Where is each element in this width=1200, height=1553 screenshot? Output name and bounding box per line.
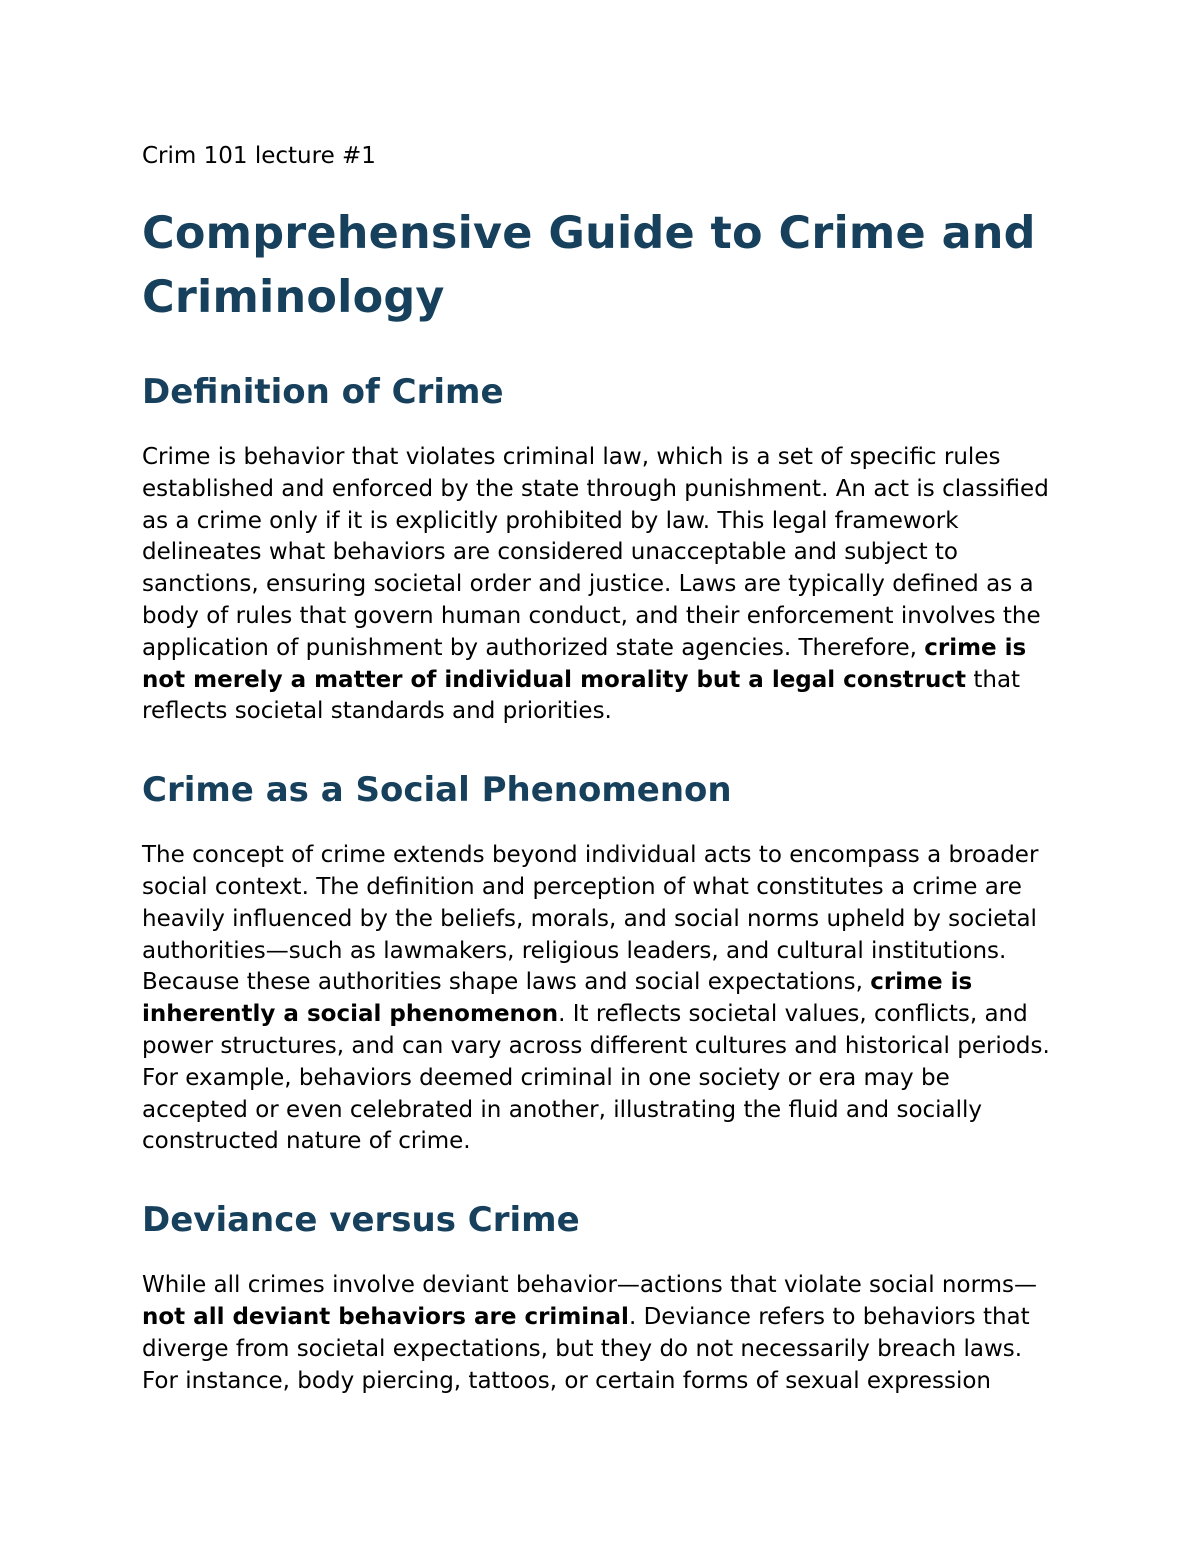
paragraph-text: that reflects societal standards and priorities. [142,666,1021,725]
paragraph-emphasis: crime is inherently a social phenomenon [142,969,973,1028]
section-heading-deviance: Deviance versus Crime [142,1200,580,1241]
section-paragraph-social-phenomenon [142,840,1062,1158]
lecture-label: Crim 101 lecture #1 [142,143,376,169]
paragraph-text: The concept of crime extends beyond individual acts to encompass a broader social context. The definition and perception of what constitutes a crime are heavily influenced by the beliefs, morals, and social norms upheld by societal authorities—such as lawmakers, religious leaders, and cultural institutions. Because these authorities shape laws and social expectations, [142,842,1039,996]
paragraph-text: . It reflects societal values, conflicts, and power structures, and can vary across different cultures and historical periods. For example, behaviors deemed criminal in one society or era may be accepted or even celebrated in another, illustrating the fluid and socially constructed nature of crime. [142,1001,1050,1155]
paragraph-text: . Deviance refers to behaviors that diverge from societal expectations, but they do not necessarily breach laws. For instance, body piercing, tattoos, or certain forms of sexual expression [142,1303,1030,1394]
paragraph-emphasis: not all deviant behaviors are criminal [142,1303,629,1330]
paragraph-emphasis: crime is not merely a matter of individual morality but a legal construct [142,634,1027,693]
section-paragraph-definition [142,442,1062,728]
document-title: Comprehensive Guide to Crime and Criminology [142,208,1036,323]
section-heading-definition: Definition of Crime [142,372,504,412]
section-paragraph-deviance [142,1270,1062,1397]
section-heading-social-phenomenon: Crime as a Social Phenomenon [142,770,732,811]
paragraph-text: Crime is behavior that violates criminal law, which is a set of specific rules established and enforced by the state through punishment. An act is classified as a crime only if it is explicitly prohibited by law. This legal framework delineates what behaviors are considered unacceptable and subject to sanctions, ensuring societal order and justice. Laws are typically defined as a body of rules that govern human conduct, and their enforcement involves the application of punishment by authorized state agencies. Therefore, [142,444,1049,661]
paragraph-text: While all crimes involve deviant behavior—actions that violate social norms— [142,1272,1038,1299]
